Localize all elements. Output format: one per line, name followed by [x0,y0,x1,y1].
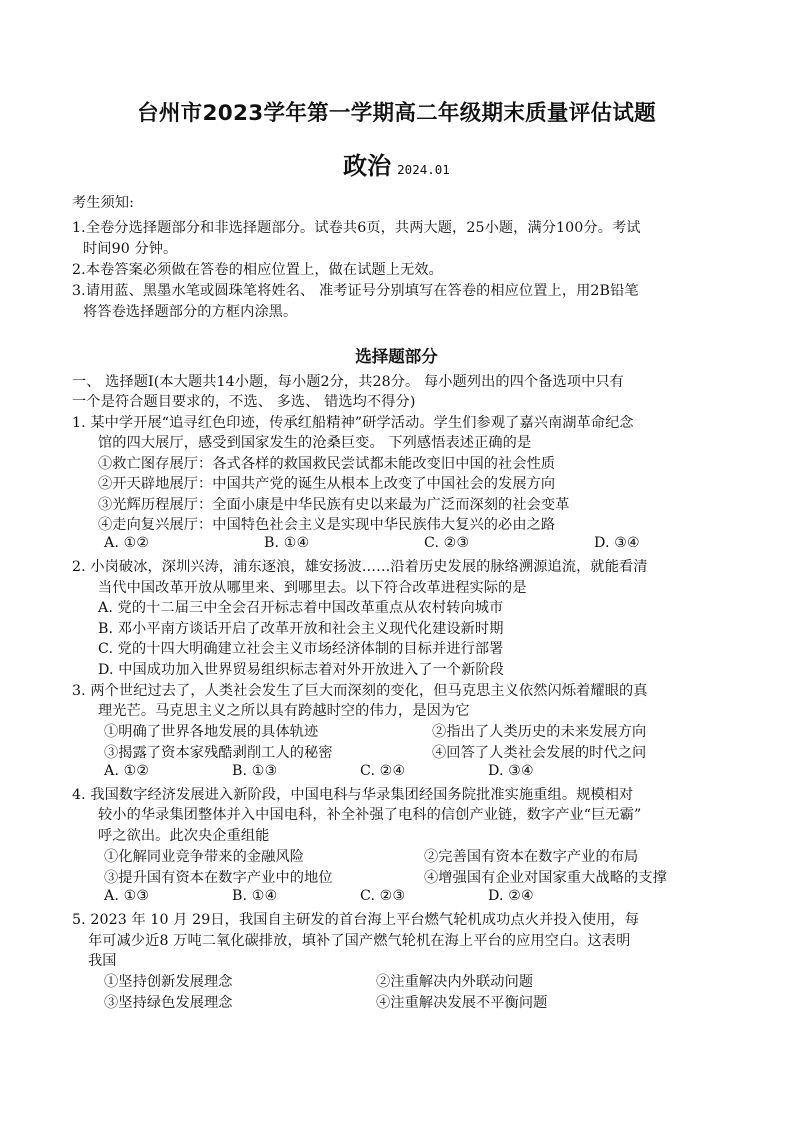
question-1-stem: 1. 某中学开展“追寻红色印迹，传承红船精神”研学活动。学生们参观了嘉兴南湖革命纪念 [72,415,634,431]
question-4-item: ③提升国有资本在数字产业中的地位 [104,870,333,886]
question-2-option-a: A. 党的十二届三中全会召开标志着中国改革重点从农村转向城市 [98,600,504,616]
section-intro: 一、 选择题Ⅰ(本大题共14小题，每小题2分，共28分。 每小题列出的四个备选项中只有 [72,374,624,390]
notice-item: 1.全卷分选择题部分和非选择题部分。试卷共6页，共两大题，25小题，满分100分。考试 [72,220,641,236]
question-2-option-c: C. 党的十四大明确建立社会主义市场经济体制的目标并进行部署 [98,641,504,657]
exam-title: 台州市2023学年第一学期高二年级期末质量评估试题 [137,101,656,126]
exam-date: 2024.01 [397,162,450,177]
notice-item: 时间90 分钟。 [83,241,178,257]
question-3-item: ①明确了世界各地发展的具体轨迹 [104,724,319,740]
question-5-item: ④注重解决发展不平衡问题 [376,995,548,1011]
question-4-option-c: C. ②③ [360,888,406,904]
question-3-item: ④回答了人类社会发展的时代之问 [432,745,647,761]
question-4-item: ④增强国有企业对国家重大战略的支撑 [424,870,667,886]
question-1-option-a: A. ①② [104,535,150,551]
question-3-option-c: C. ②④ [360,763,406,779]
question-4-stem: 4. 我国数字经济发展进入新阶段，中国电科与华录集团经国务院批准实施重组。规模相对 [72,787,634,803]
question-3-stem: 3. 两个世纪过去了，人类社会发生了巨大而深刻的变化，但马克思主义依然闪烁着耀眼的真 [72,683,648,699]
question-5-stem: 我国 [88,953,117,969]
question-5-item: ③坚持绿色发展理念 [104,995,233,1011]
question-3-option-d: D. ③④ [488,763,534,779]
question-1-item: ④走向复兴展厅：中国特色社会主义是实现中华民族伟大复兴的必由之路 [98,517,556,533]
question-5-stem: 年可减少近8 万吨二氧化碳排放，填补了国产燃气轮机在海上平台的应用空白。这表明 [88,933,631,949]
question-3-item: ②指出了人类历史的未来发展方向 [432,724,647,740]
question-4-item: ②完善国有资本在数字产业的布局 [424,849,639,865]
question-4-stem: 呼之欲出。此次央企重组能 [98,828,270,844]
question-5-stem: 5. 2023 年 10 月 29日，我国自主研发的首台海上平台燃气轮机成功点火并投入使用，每 [72,912,639,928]
question-1-item: ②开天辟地展厅：中国共产党的诞生从根本上改变了中国社会的发展方向 [98,476,556,492]
question-3-option-b: B. ①③ [232,763,278,779]
question-5-item: ②注重解决内外联动问题 [376,974,534,990]
question-1-option-c: C. ②③ [424,535,470,551]
notice-heading: 考生须知: [72,195,135,211]
question-1-stem: 馆的四大展厅，感受到国家发生的沧桑巨变。 下列感悟表述正确的是 [98,435,532,451]
notice-item: 3.请用蓝、黑墨水笔或圆珠笔将姓名、 准考证号分别填写在答卷的相应位置上，用2B铅笔 [72,283,639,299]
notice-item: 2.本卷答案必须做在答卷的相应位置上，做在试题上无效。 [72,262,443,278]
question-5-item: ①坚持创新发展理念 [104,974,233,990]
question-4-option-a: A. ①③ [104,888,150,904]
subject-line [0,146,793,181]
question-1-item: ①救亡图存展厅：各式各样的救国救民尝试都未能改变旧中国的社会性质 [98,456,556,472]
question-4-stem: 较小的华录集团整体并入中国电科，补全补强了电科的信创产业链，数字产业“巨无霸” [98,807,642,823]
question-3-item: ③揭露了资本家残酷剥削工人的秘密 [104,745,333,761]
notice-item: 将答卷选择题部分的方框内涂黑。 [83,304,298,320]
section-title: 选择题部分 [355,347,438,366]
subject-name: 政治 [343,152,392,180]
question-4-option-d: D. ②④ [488,888,534,904]
question-2-stem: 2. 小岗破冰，深圳兴涛，浦东逐浪，雄安扬波……沿着历史发展的脉络溯源追流，就能看清 [72,559,648,575]
question-3-option-a: A. ①② [104,763,150,779]
question-2-stem: 当代中国改革开放从哪里来、到哪里去。以下符合改革进程实际的是 [98,580,527,596]
question-2-option-d: D. 中国成功加入世界贸易组织标志着对外开放进入了一个新阶段 [98,662,504,678]
question-3-stem: 理光芒。马克思主义之所以具有跨越时空的伟力，是因为它 [98,703,470,719]
question-1-item: ③光辉历程展厅：全面小康是中华民族有史以来最为广泛而深刻的社会变革 [98,497,570,513]
question-1-option-d: D. ③④ [594,535,640,551]
question-1-option-b: B. ①④ [264,535,310,551]
question-2-option-b: B. 邓小平南方谈话开启了改革开放和社会主义现代化建设新时期 [98,621,504,637]
question-4-option-b: B. ①④ [232,888,278,904]
question-4-item: ①化解同业竞争带来的金融风险 [104,849,305,865]
section-intro: 一个是符合题目要求的，不选、 多选、 错选均不得分) [72,394,416,410]
